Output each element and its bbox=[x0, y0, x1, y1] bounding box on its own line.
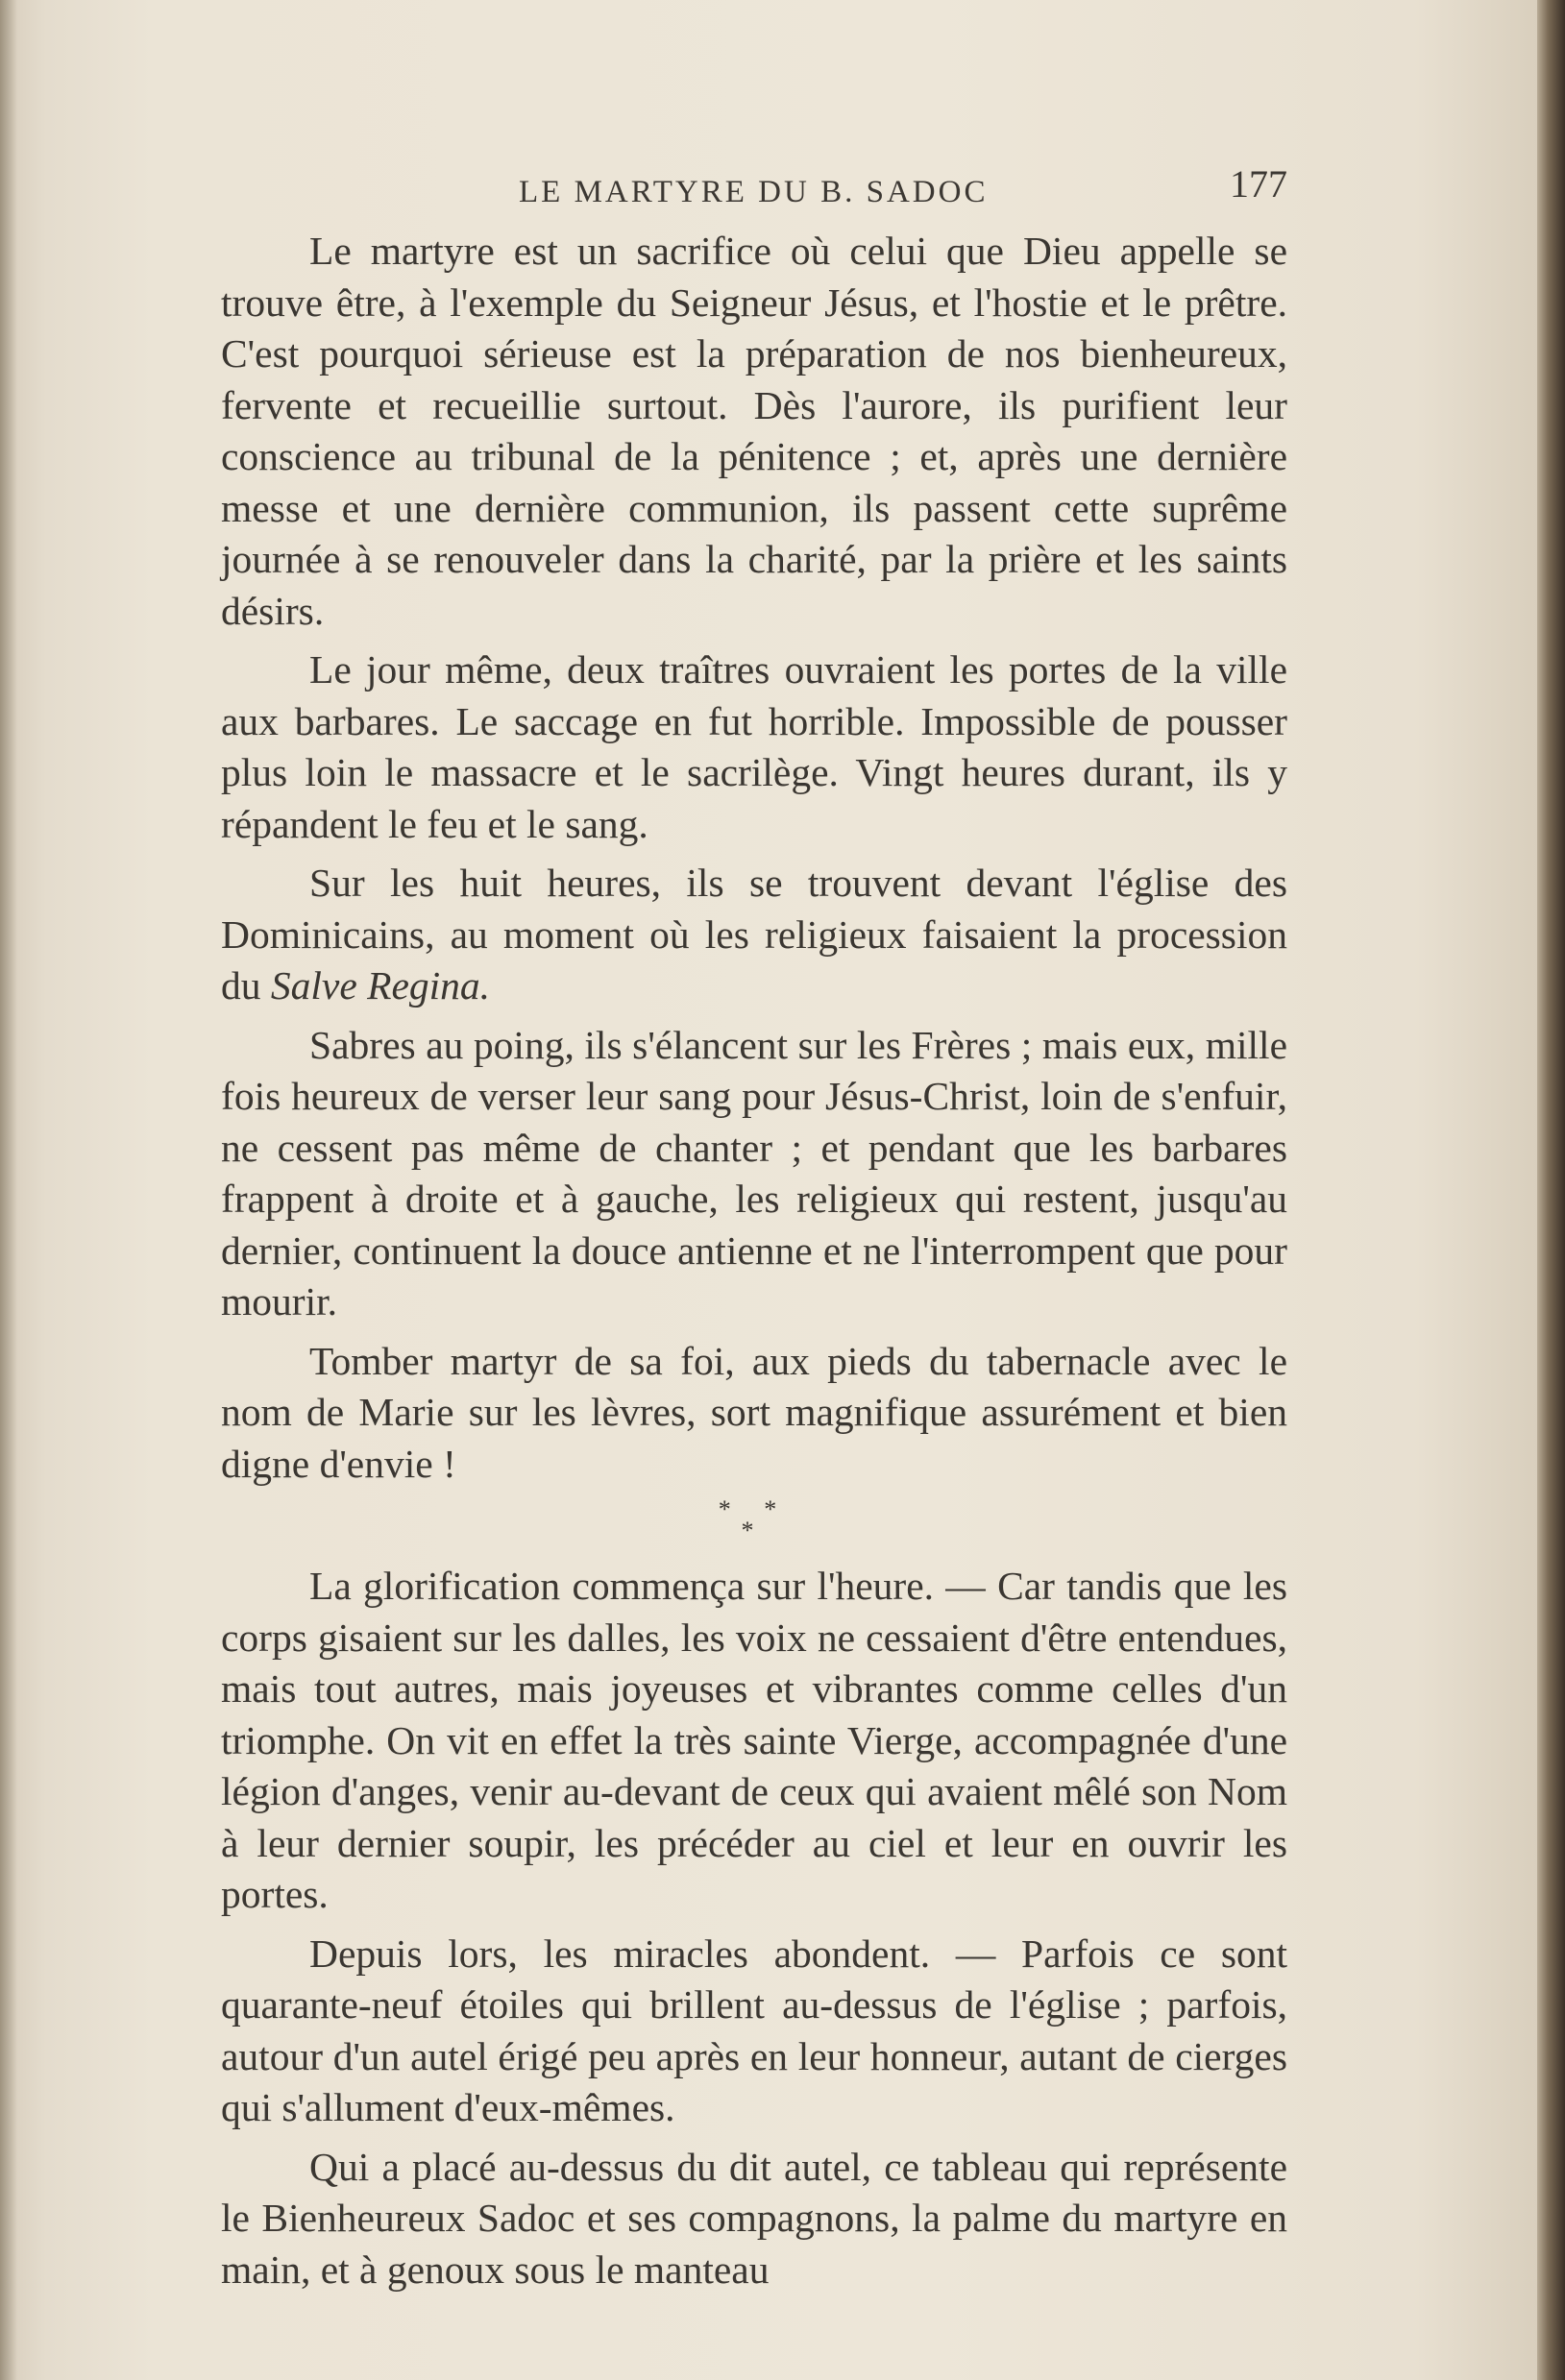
paragraph-8: Qui a placé au-dessus du dit autel, ce tableau qui représente le Bienheureux Sadoc et ses compagnons, la palme du martyre en main, et à genoux sous le manteau bbox=[221, 2144, 1287, 2292]
page-gutter-shadow bbox=[0, 0, 17, 2380]
paragraph-7: Depuis lors, les miracles abondent. — Parfois ce sont quarante-neuf étoiles qui brillent au-dessus de l'église ; parfois, autour d'un autel érigé peu après en leur honneur, autant de cierges qui s'allument d'eux-mêmes. bbox=[221, 1931, 1287, 2129]
page-number: 177 bbox=[1230, 162, 1287, 206]
paragraph-3-text: Sur les huit heures, ils se trouvent devant l'église des Dominicains, au moment où les religieux faisaient la procession du bbox=[221, 861, 1287, 1008]
paragraph-5: Tomber martyr de sa foi, aux pieds du tabernacle avec le nom de Marie sur les lèvres, sort magnifique assurément et bien digne d'envie ! bbox=[221, 1338, 1287, 1486]
section-separator bbox=[221, 1495, 1287, 1544]
running-title: LE MARTYRE DU B. SADOC bbox=[519, 175, 989, 209]
page-header bbox=[221, 161, 1287, 219]
paragraph-4: Sabres au poing, ils s'élancent sur les Frères ; mais eux, mille fois heureux de verser leur sang pour Jésus-Christ, loin de s'enfuir, ne cessent pas même de chanter ; et pendant que les barbares frappent à droite et à gauche, les religieux qui restent, jusqu'au dernier, continuent la douce antienne et ne l'interrompent que pour mourir. bbox=[221, 1022, 1287, 1324]
body-text bbox=[221, 226, 1287, 2303]
separator-stars-top: * * bbox=[718, 1495, 791, 1523]
paragraph-2: Le jour même, deux traîtres ouvraient les portes de la ville aux barbares. Le saccage en fut horrible. Impossible de pousser plus loin le massacre et le sacrilège. Vingt heures durant, ils y répandent le feu et le sang. bbox=[221, 647, 1287, 846]
separator-star-bottom: * bbox=[741, 1517, 768, 1544]
paragraph-6: La glorification commença sur l'heure. — Car tandis que les corps gisaient sur les dalles, les voix ne cessaient d'être entendues, mais tout autres, mais joyeuses et vibrantes comme celles d'un triomphe. On vit en effet la très sainte Vierge, accompagnée d'une légion d'anges, venir au-devant de ceux qui avaient mêlé son Nom à leur dernier soupir, les précéder au ciel et leur en ouvrir les portes. bbox=[221, 1564, 1287, 1916]
paragraph-1: Le martyre est un sacrifice où celui que Dieu appelle se trouve être, à l'exemple du Seigneur Jésus, et l'hostie et le prêtre. C'est pourquoi sérieuse est la préparation de nos bienheureux, fervente et recueillie surtout. Dès l'aurore, ils purifient leur conscience au tribunal de la pénitence ; et, après une dernière messe et une dernière communion, ils passent cette suprême journée à se renouveler dans la charité, par la prière et les saints désirs. bbox=[221, 229, 1287, 633]
salve-regina-title: Salve Regina. bbox=[270, 963, 491, 1008]
page-edge bbox=[1537, 0, 1565, 2380]
paragraph-3 bbox=[221, 858, 1287, 1012]
